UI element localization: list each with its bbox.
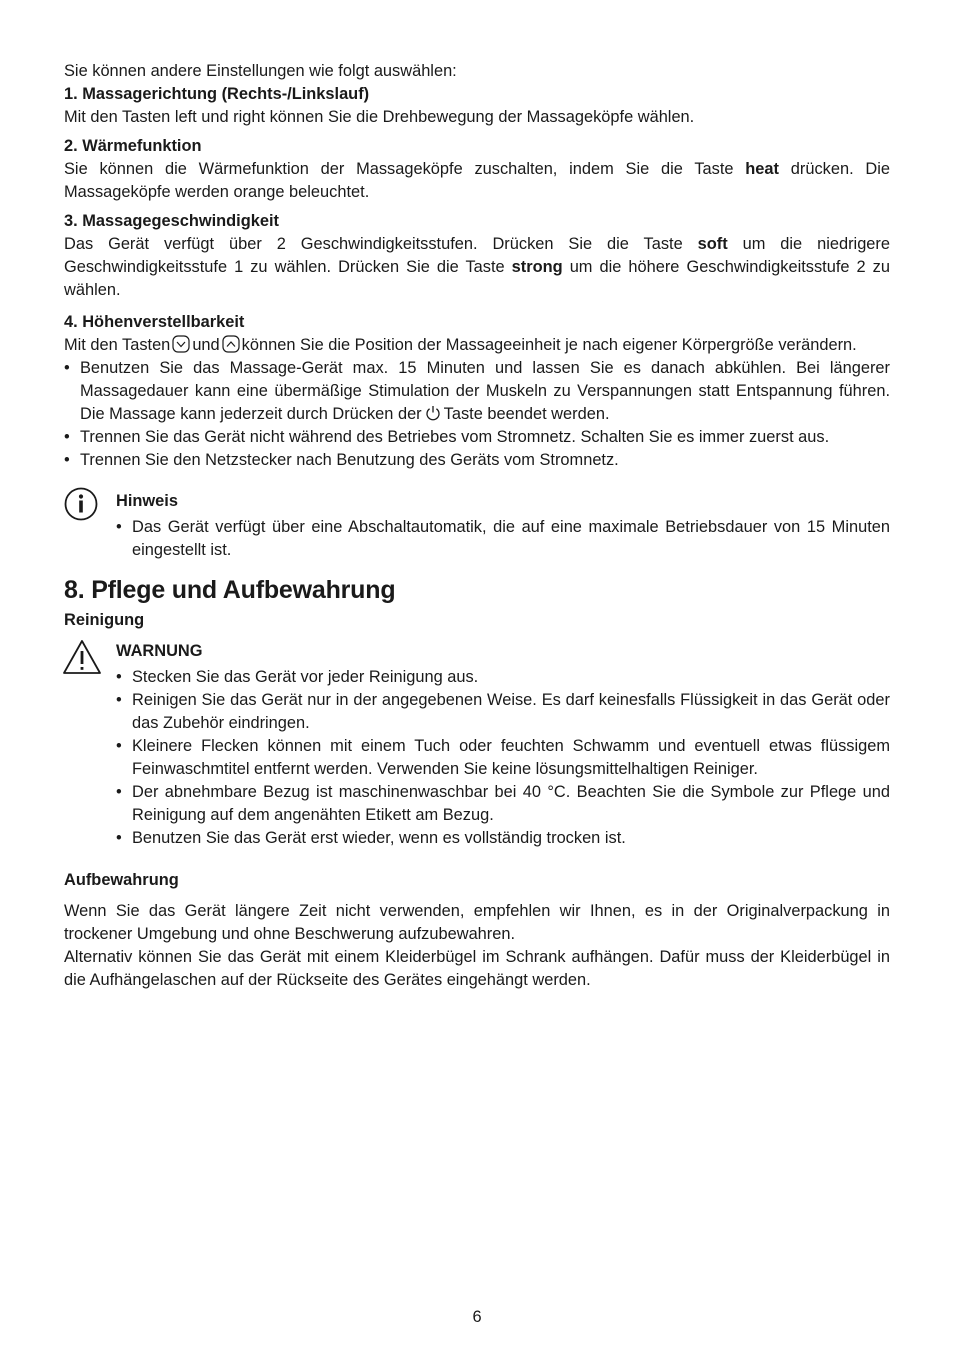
section-3-text — [64, 233, 890, 302]
strong-keyword: strong — [511, 258, 563, 276]
section-2-text — [64, 158, 890, 204]
usage-bullets — [64, 357, 890, 472]
list-item — [64, 357, 890, 426]
hint-list — [116, 516, 890, 562]
section-2-text-b: drücken. Die Massageköpfe werden orange beleuchtet. — [64, 160, 890, 201]
section-2-text-a: Sie können die Wärmefunktion der Massageköpfe zuschalten, indem Sie die Taste — [64, 160, 746, 178]
up-button-icon — [222, 335, 240, 353]
warning-box — [64, 640, 890, 850]
section-1-text: Mit den Tasten left und right können Sie die Drehbewegung der Massageköpfe wählen. — [64, 108, 695, 126]
bullet-1-text-a: Benutzen Sie das Massage-Gerät max. 15 Minuten und lassen Sie es danach abkühlen. Bei längerer Massagedauer kann eine übermäßige Stimulation der Muskeln zu Verspannungen statt Entspannung führen. Die Massage kann jederzeit durch Drücken der — [80, 359, 890, 423]
list-item: • Stecken Sie das Gerät vor jeder Reinigung aus. — [116, 666, 890, 689]
list-item: • Benutzen Sie das Gerät erst wieder, wenn es vollständig trocken ist. — [116, 827, 890, 850]
section-3-text-a: Das Gerät verfügt über 2 Geschwindigkeitsstufen. Drücken Sie die Taste — [64, 235, 698, 253]
hint-box — [64, 490, 890, 562]
storage-paragraph-1: Wenn Sie das Gerät längere Zeit nicht verwenden, empfehlen wir Ihnen, es in der Originalverpackung in trockener Umgebung und ohne Beschwerung aufzubewahren. — [64, 902, 890, 943]
power-icon — [424, 404, 442, 422]
warning-list — [116, 666, 890, 850]
page-content — [64, 60, 890, 992]
section-3-text-c: um die höhere Geschwindigkeitsstufe 2 zu wählen. — [64, 258, 890, 299]
list-item: • Trennen Sie den Netzstecker nach Benutzung des Geräts vom Stromnetz. — [64, 449, 890, 472]
list-item: • Kleinere Flecken können mit einem Tuch oder feuchten Schwamm und eventuell etwas flüssigem Feinwaschmtitel entfernt werden. Verwenden Sie keine lösungsmittelhaltigen Reiniger. — [116, 735, 890, 781]
down-button-icon — [172, 335, 190, 353]
section-3-title: 3. Massagegeschwindigkeit — [64, 212, 279, 230]
list-item: • Das Gerät verfügt über eine Abschaltautomatik, die auf eine maximale Betriebsdauer von 15 Minuten eingestellt ist. — [116, 516, 890, 562]
section-1-title: 1. Massagerichtung (Rechts-/Linkslauf) — [64, 85, 370, 103]
section-4-text-b: und — [192, 336, 220, 354]
info-icon — [64, 487, 98, 521]
intro-text: Sie können andere Einstellungen wie folgt auswählen: — [64, 62, 457, 80]
section-4-text-c: können Sie die Position der Massageeinheit je nach eigener Körpergröße verändern. — [241, 336, 857, 354]
list-item: • Trennen Sie das Gerät nicht während des Betriebes vom Stromnetz. Schalten Sie es immer zuerst aus. — [64, 426, 890, 449]
section-4-title: 4. Höhenverstellbarkeit — [64, 313, 245, 331]
section-4-text — [64, 334, 890, 357]
hint-title: Hinweis — [116, 492, 178, 510]
soft-keyword: soft — [697, 235, 728, 253]
bullet-1-text-b: Taste beendet werden. — [443, 405, 610, 423]
storage-paragraph-2: Alternativ können Sie das Gerät mit einem Kleiderbügel im Schrank aufhängen. Dafür muss der Kleiderbügel in die Aufhängelaschen auf der Rückseite des Gerätes eingehängt werden. — [64, 948, 890, 989]
page-number: 6 — [472, 1308, 482, 1326]
cleaning-title: Reinigung — [64, 611, 145, 629]
list-item: • Reinigen Sie das Gerät nur in der angegebenen Weise. Es darf keinesfalls Flüssigkeit in das Gerät oder das Zubehör eindringen. — [116, 689, 890, 735]
warning-triangle-icon — [62, 639, 102, 675]
heat-keyword: heat — [745, 160, 779, 178]
section-8-heading: 8. Pflege und Aufbewahrung — [64, 576, 396, 604]
section-3-text-b: um die niedrigere Geschwindigkeitsstufe 1 zu wählen. Drücken Sie die Taste — [64, 235, 890, 276]
list-item: • Der abnehmbare Bezug ist maschinenwaschbar bei 40 °C. Beachten Sie die Symbole zur Pflege und Reinigung auf dem angenähten Etikett am Bezug. — [116, 781, 890, 827]
warning-title: WARNUNG — [116, 642, 203, 660]
section-2-title: 2. Wärmefunktion — [64, 137, 202, 155]
storage-title: Aufbewahrung — [64, 871, 179, 889]
section-4-text-a: Mit den Tasten — [64, 336, 171, 354]
